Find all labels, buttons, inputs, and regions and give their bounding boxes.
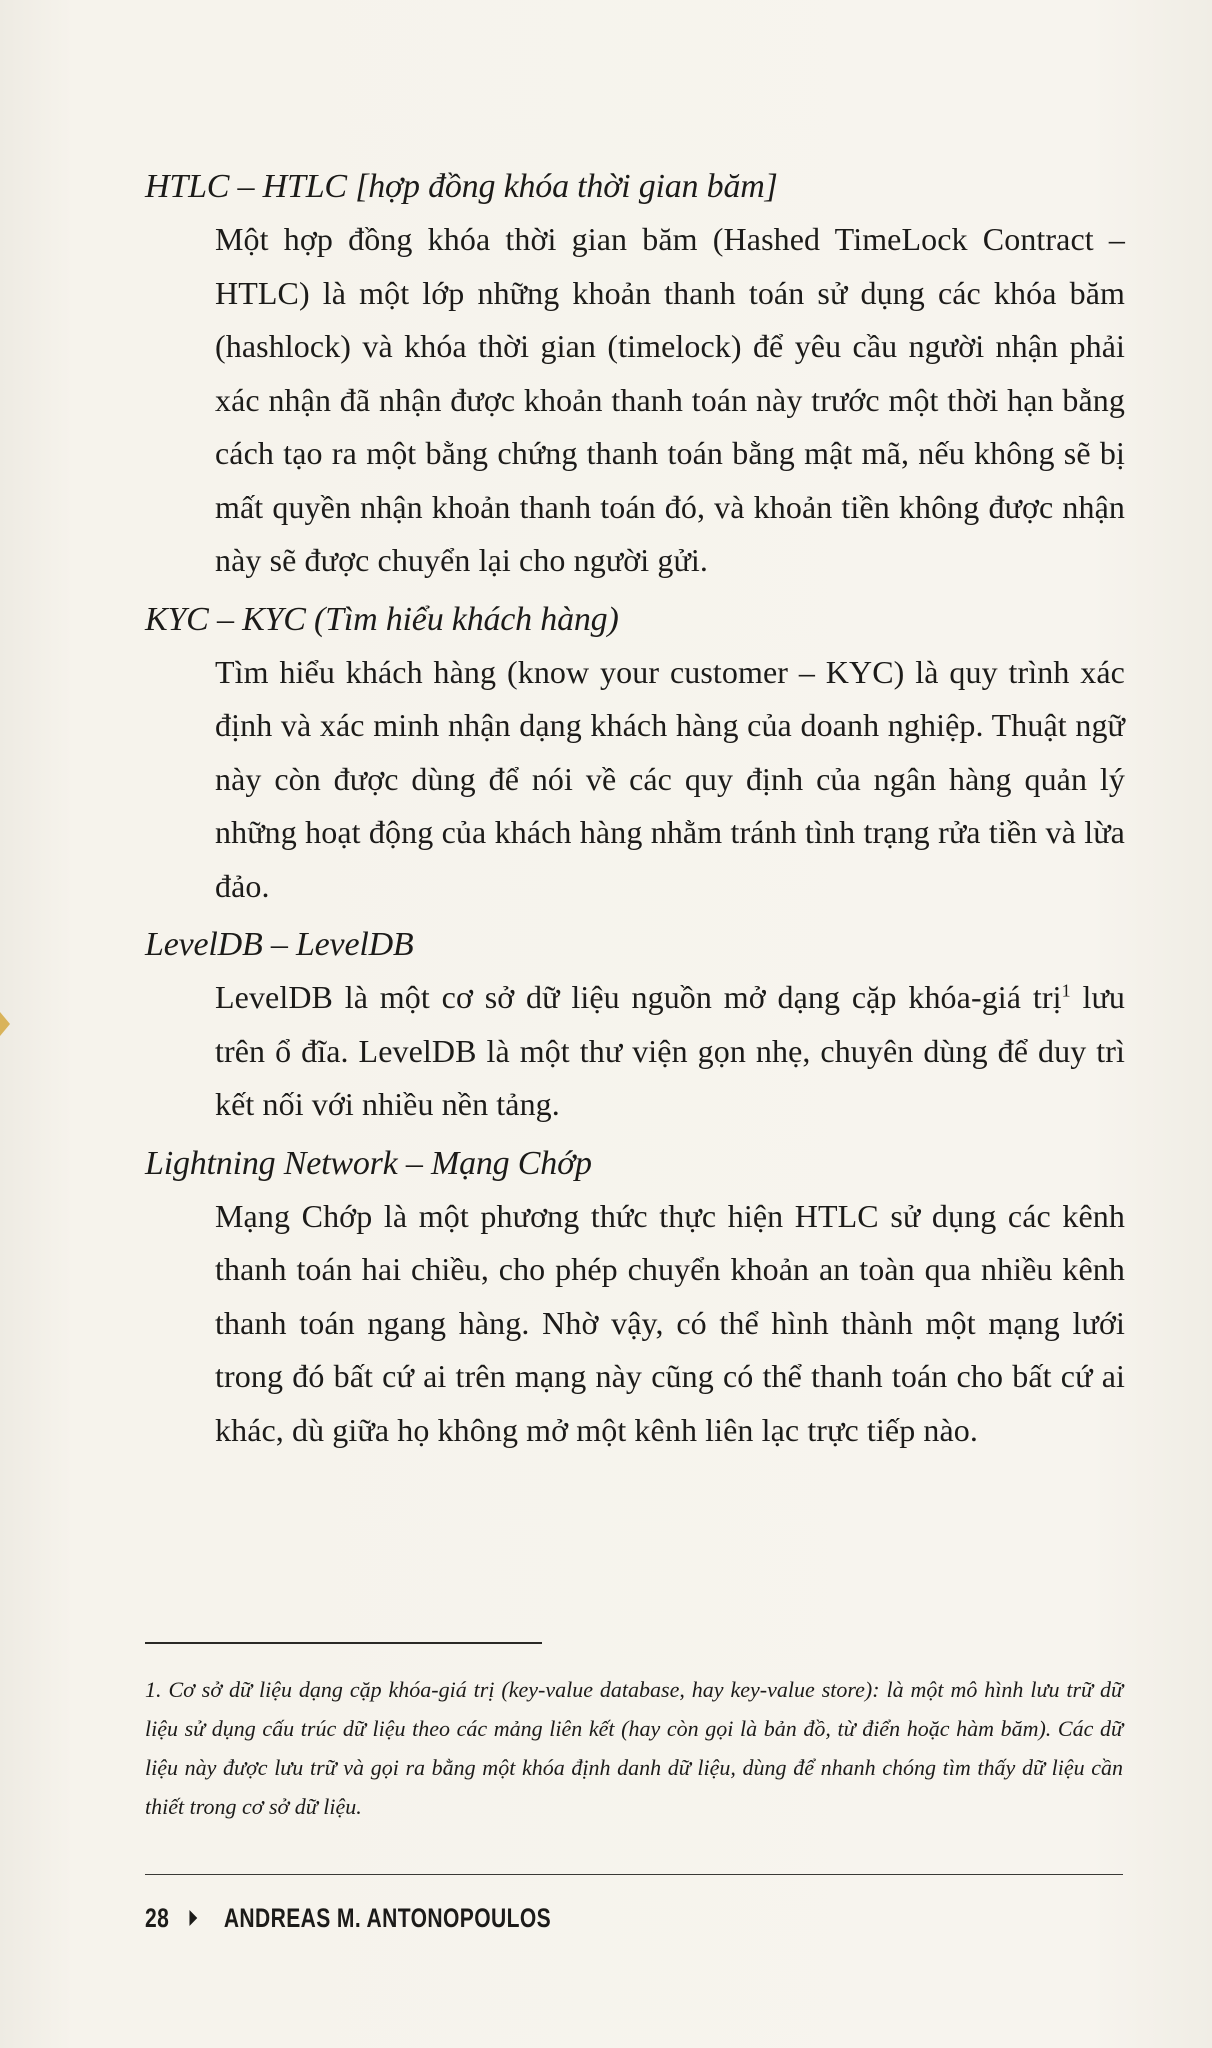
page-number: 28 bbox=[145, 1902, 170, 1933]
footnote-divider bbox=[145, 1642, 542, 1644]
glossary-term: LevelDB – LevelDB bbox=[145, 926, 414, 963]
glossary-term: HTLC – HTLC [hợp đồng khóa thời gian băm] bbox=[145, 168, 778, 205]
glossary-definition: Mạng Chớp là một phương thức thực hiện HTLC sử dụng các kênh thanh toán hai chiều, cho phép chuyển khoản an toàn qua nhiều kênh thanh toán ngang hàng. Nhờ vậy, có thể hình thành một mạng lưới trong đó bất cứ ai trên mạng này cũng có thể thanh toán cho bất cứ ai khác, dù giữa họ không mở một kênh liên lạc trực tiếp nào. bbox=[215, 1197, 1125, 1448]
glossary-entry-lightning-network bbox=[145, 1142, 1125, 1458]
running-author: ANDREAS M. ANTONOPOULOS bbox=[223, 1902, 552, 1933]
footnote-reference[interactable]: 1 bbox=[1061, 980, 1071, 1001]
definition-text: LevelDB là một cơ sở dữ liệu nguồn mở dạng cặp khóa-giá trị bbox=[215, 979, 1062, 1015]
glossary-entry-kyc bbox=[145, 598, 1125, 914]
glossary-entry-leveldb bbox=[145, 923, 1125, 1132]
glossary-definition bbox=[215, 971, 1125, 1132]
footnote: 1. Cơ sở dữ liệu dạng cặp khóa-giá trị (key-value database, hay key-value store): là một mô hình lưu trữ dữ liệu sử dụng cấu trúc dữ liệu theo các mảng liên kết (hay còn gọi là bản đồ, từ điển hoặc hàm băm). Các dữ liệu này được lưu trữ và gọi ra bằng một khóa định danh dữ liệu, dùng để nhanh chóng tìm thấy dữ liệu cần thiết trong cơ sở dữ liệu. bbox=[145, 1677, 1123, 1819]
glossary-definition: Một hợp đồng khóa thời gian băm (Hashed TimeLock Contract – HTLC) là một lớp những khoản thanh toán sử dụng các khóa băm (hashlock) và khóa thời gian (timelock) để yêu cầu người nhận phải xác nhận đã nhận được khoản thanh toán này trước một thời hạn bằng cách tạo ra một bằng chứng thanh toán bằng mật mã, nếu không sẽ bị mất quyền nhận khoản thanh toán đó, và khoản tiền không được nhận này sẽ được chuyển lại cho người gửi. bbox=[215, 221, 1125, 578]
triangle-arrow-icon bbox=[189, 1910, 197, 1926]
glossary-term: Lightning Network – Mạng Chớp bbox=[145, 1144, 592, 1182]
page-footer bbox=[145, 1898, 551, 1938]
glossary-section bbox=[145, 165, 1125, 1467]
glossary-term: KYC – KYC (Tìm hiểu khách hàng) bbox=[145, 600, 619, 638]
definition-text: lưu trên ổ đĩa. LevelDB là một thư viện gọn nhẹ, chuyên dùng để duy trì kết nối với nhiều nền tảng. bbox=[215, 979, 1125, 1122]
footer-divider bbox=[145, 1874, 1123, 1875]
glossary-definition: Tìm hiểu khách hàng (know your customer – KYC) là quy trình xác định và xác minh nhận dạng khách hàng của doanh nghiệp. Thuật ngữ này còn được dùng để nói về các quy định của ngân hàng quản lý những hoạt động của khách hàng nhằm tránh tình trạng rửa tiền và lừa đảo. bbox=[215, 653, 1125, 904]
page-edge-marker bbox=[0, 1012, 10, 1036]
glossary-entry-htlc bbox=[145, 165, 1125, 588]
